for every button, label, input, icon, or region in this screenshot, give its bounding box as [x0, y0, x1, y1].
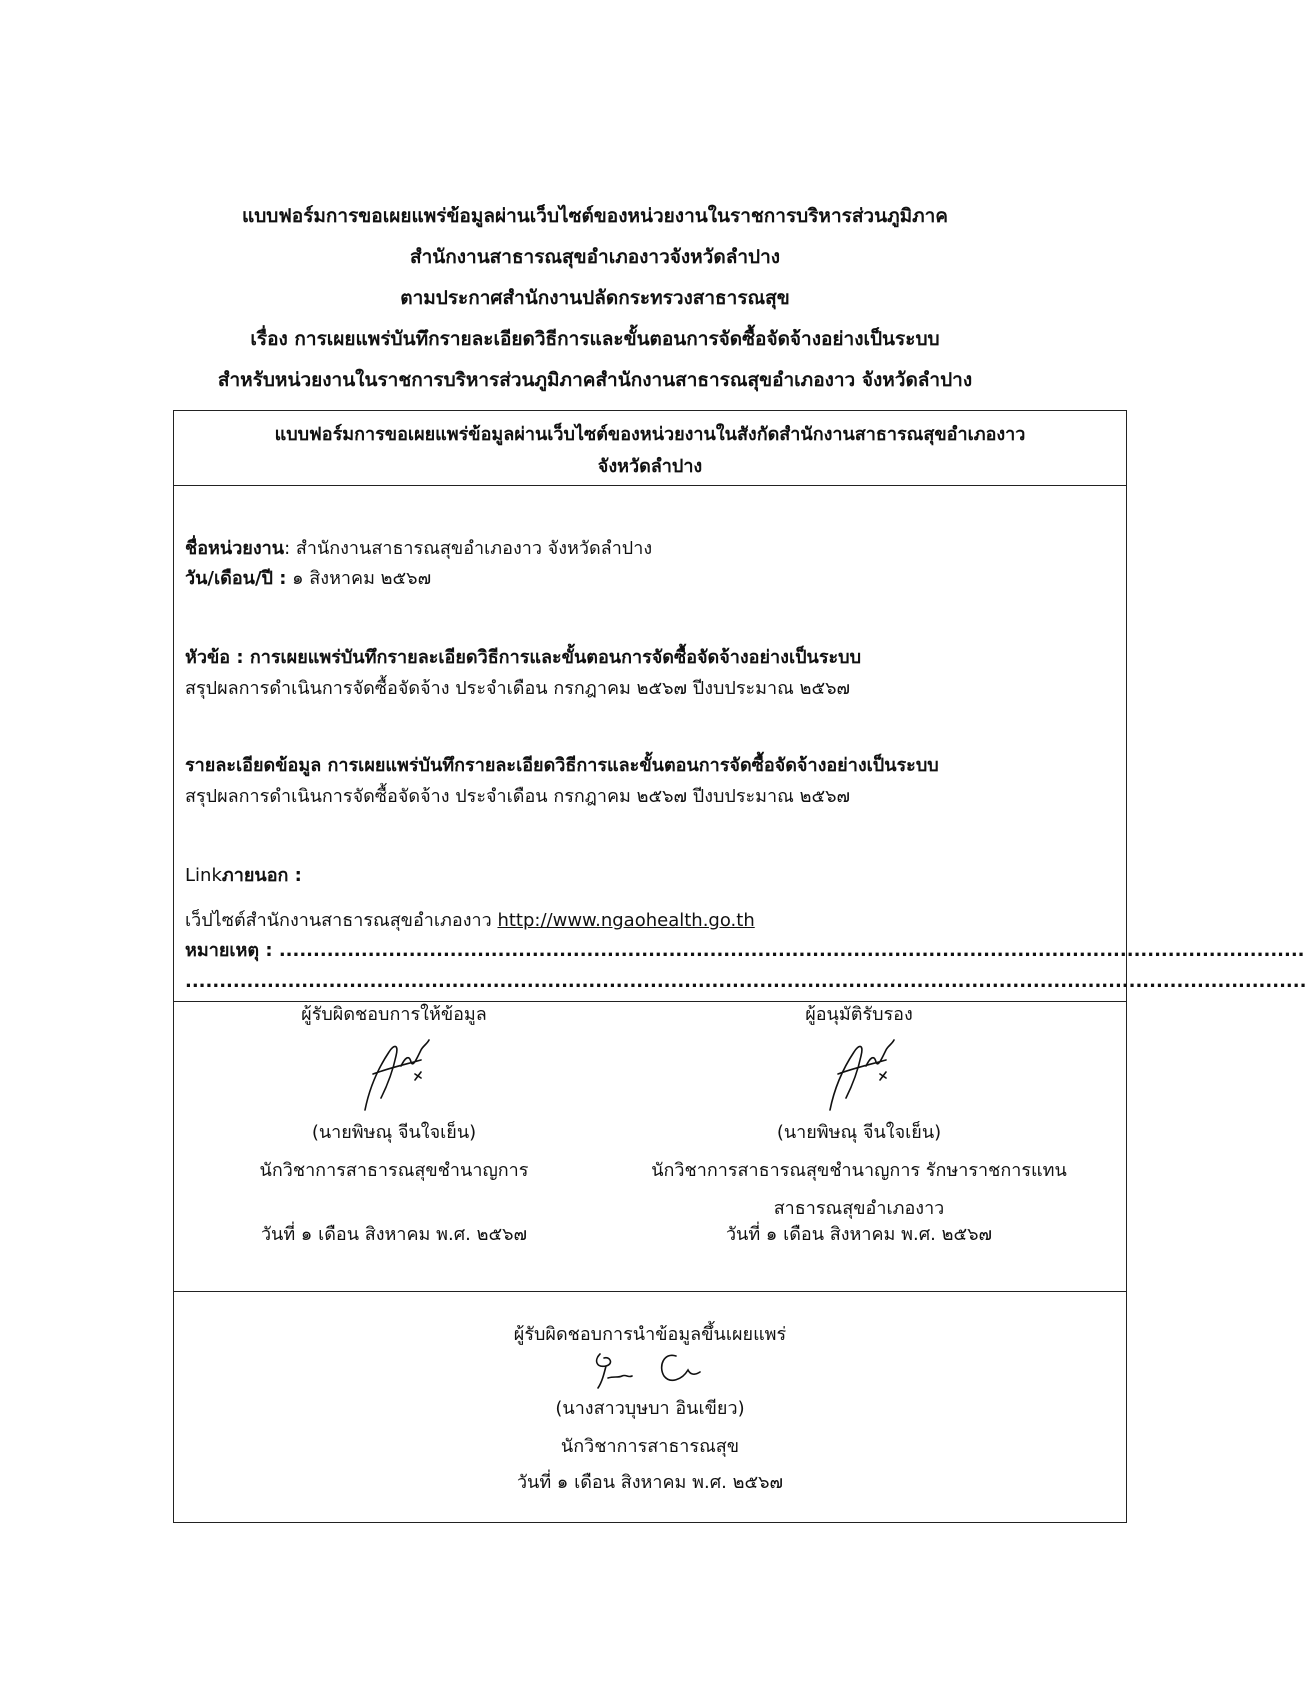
approver-date: วันที่ ๑ เดือน สิงหาคม พ.ศ. ๒๕๖๗ [725, 1224, 993, 1245]
publisher-signature [580, 1348, 720, 1392]
header-line-5: สำหรับหน่วยงานในราชการบริหารส่วนภูมิภาคสำนักงานสาธารณสุขอำเภองาว จังหวัดลำปาง [217, 369, 973, 391]
header-line-4: เรื่อง การเผยแพร่บันทึกรายละเอียดวิธีการและขั้นตอนการจัดซื้อจัดจ้างอย่างเป็นระบบ [250, 328, 940, 350]
remark-label: หมายเหตุ : [185, 940, 279, 961]
approver-name: (นายพิษณุ จีนใจเย็น) [776, 1122, 942, 1143]
provider-role: ผู้รับผิดชอบการให้ข้อมูล [301, 1004, 487, 1025]
external-link-label [185, 862, 1118, 890]
link-label-prefix: Link [185, 865, 222, 886]
form-details [174, 486, 1306, 1002]
form-title [174, 411, 1126, 486]
header-line-1: แบบฟอร์มการขอเผยแพร่ข้อมูลผ่านเว็บไซต์ของหน่วยงานในราชการบริหารส่วนภูมิภาค [241, 205, 949, 227]
date-value: ๑ สิงหาคม ๒๕๖๗ [286, 568, 432, 589]
approver-role: ผู้อนุมัติรับรอง [805, 1004, 913, 1025]
approval-section [174, 1002, 1126, 1292]
remark-row [185, 937, 1305, 965]
header-line-2: สำนักงานสาธารณสุขอำเภองาวจังหวัดลำปาง [409, 246, 781, 268]
document-header [0, 196, 1190, 401]
publisher-role: ผู้รับผิดชอบการนำข้อมูลขึ้นเผยแพร่ [513, 1324, 787, 1345]
approver-block [624, 1002, 1094, 1248]
agency-value: : สำนักงานสาธารณสุขอำเภองาว จังหวัดลำปาง [284, 538, 653, 559]
date-row [185, 565, 1118, 593]
provider-position: นักวิชาการสาธารณสุขชำนาญการ [259, 1160, 529, 1181]
approver-position-2: สาธารณสุขอำเภองาว [773, 1198, 945, 1219]
publication-form [173, 410, 1306, 1523]
header-line-3: ตามประกาศสำนักงานปลัดกระทรวงสาธารณสุข [400, 287, 790, 309]
provider-name: (นายพิษณุ จีนใจเย็น) [311, 1122, 477, 1143]
detail-subtitle: สรุปผลการดำเนินการจัดซื้อจัดจ้าง ประจำเดือน กรกฎาคม ๒๕๖๗ ปีงบประมาณ ๒๕๖๗ [185, 786, 851, 807]
publisher-name: (นางสาวบุษบา อินเขียว) [555, 1398, 745, 1419]
form-title-line-1: แบบฟอร์มการขอเผยแพร่ข้อมูลผ่านเว็บไซต์ของหน่วยงานในสังกัดสำนักงานสาธารณสุขอำเภองาว [274, 424, 1026, 445]
approver-signature [804, 1028, 914, 1120]
info-provider-block [234, 1002, 554, 1248]
remark-dots-line: .................................................................................................................................................................... [185, 971, 1306, 992]
remark-dots: ...................................................................................................................................................... [278, 940, 1305, 961]
topic-subtitle: สรุปผลการดำเนินการจัดซื้อจัดจ้าง ประจำเดือน กรกฎาคม ๒๕๖๗ ปีงบประมาณ ๒๕๖๗ [185, 678, 851, 699]
date-label: วัน/เดือน/ปี : [185, 568, 287, 589]
form-title-line-2: จังหวัดลำปาง [597, 456, 703, 477]
website-text: เว็ปไซต์สำนักงานสาธารณสุขอำเภองาว [185, 910, 498, 931]
agency-row [185, 535, 1118, 563]
provider-signature [339, 1028, 449, 1120]
website-row [185, 907, 1118, 935]
agency-label: ชื่อหน่วยงาน [185, 538, 285, 559]
detail-heading: รายละเอียดข้อมูล การเผยแพร่บันทึกรายละเอียดวิธีการและขั้นตอนการจัดซื้อจัดจ้างอย่างเป็นระบบ [185, 755, 939, 776]
topic-heading: หัวข้อ : การเผยแพร่บันทึกรายละเอียดวิธีการและขั้นตอนการจัดซื้อจัดจ้างอย่างเป็นระบบ [185, 647, 862, 668]
provider-date: วันที่ ๑ เดือน สิงหาคม พ.ศ. ๒๕๖๗ [260, 1224, 528, 1245]
publisher-position: นักวิชาการสาธารณสุข [560, 1436, 740, 1457]
link-label-bold: ภายนอก : [221, 865, 302, 886]
publisher-section [174, 1292, 1126, 1522]
publisher-date: วันที่ ๑ เดือน สิงหาคม พ.ศ. ๒๕๖๗ [516, 1472, 784, 1493]
approver-position: นักวิชาการสาธารณสุขชำนาญการ รักษาราชการแทน [651, 1160, 1067, 1181]
website-link[interactable]: http://www.ngaohealth.go.th [497, 910, 755, 931]
